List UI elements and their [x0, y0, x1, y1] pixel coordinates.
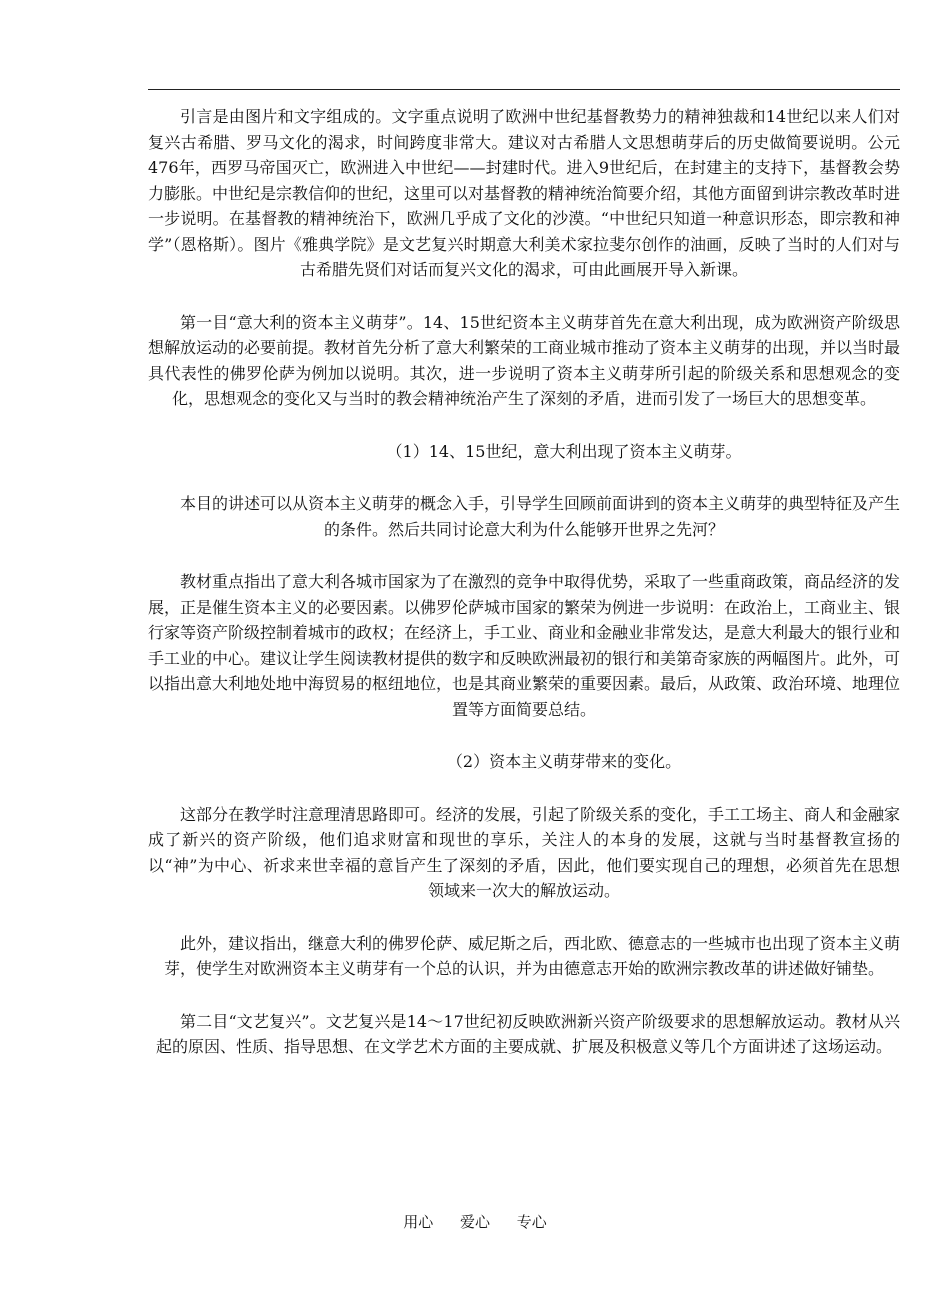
- paragraph-section-one: 第一目“意大利的资本主义萌芽”。14、15世纪资本主义萌芽首先在意大利出现，成为欧洲资产阶级思想解放运动的必要前提。教材首先分析了意大利繁荣的工商业城市推动了资本主义萌芽的出现，并以当时最具代表性的佛罗伦萨为例加以说明。其次，进一步说明了资本主义萌芽所引起的阶级关系和思想观念的变化，思想观念的变化又与当时的教会精神统治产生了深刻的矛盾，进而引发了一场巨大的思想变革。: [148, 312, 901, 408]
- paragraph-changes: 这部分在教学时注意理清思路即可。经济的发展，引起了阶级关系的变化，手工工场主、商人和金融家成了新兴的资产阶级，他们追求财富和现世的享乐，关注人的本身的发展，这就与当时基督教宣扬的以“神”为中心、祈求来世幸福的意旨产生了深刻的矛盾，因此，他们要实现自己的理想，必须首先在思想领域来一次大的解放运动。: [148, 804, 901, 900]
- subheading-two: （2）资本主义萌芽带来的变化。: [446, 752, 682, 771]
- paragraph-florence: 教材重点指出了意大利各城市国家为了在激烈的竞争中取得优势，采取了一些重商政策，商品经济的发展，正是催生资本主义的必要因素。以佛罗伦萨城市国家的繁荣为例进一步说明：在政治上，工商业主、银行家等资产阶级控制着城市的政权；在经济上，手工业、商业和金融业非常发达，是意大利最大的银行业和手工业的中心。建议让学生阅读教材提供的数字和反映欧洲最初的银行和美第奇家族的两幅图片。此外，可以指出意大利地处地中海贸易的枢纽地位，也是其商业繁荣的重要因素。最后，从政策、政治环境、地理位置等方面简要总结。: [148, 572, 901, 719]
- footer-item: 用心: [403, 1213, 434, 1231]
- footer-item: 爱心: [459, 1213, 490, 1231]
- footer-item: 专心: [516, 1213, 547, 1231]
- header-rule: [148, 89, 900, 90]
- paragraph-additional: 此外，建议指出，继意大利的佛罗伦萨、威尼斯之后，西北欧、德意志的一些城市也出现了资本主义萌芽，使学生对欧洲资本主义萌芽有一个总的认识，并为由德意志开始的欧洲宗教改革的讲述做好铺垫。: [163, 933, 901, 978]
- paragraph-concept: 本目的讲述可以从资本主义萌芽的概念入手，引导学生回顾前面讲到的资本主义萌芽的典型特征及产生的条件。然后共同讨论意大利为什么能够开世界之先河？: [180, 494, 901, 539]
- page-footer: [0, 1211, 950, 1232]
- paragraph-section-two: 第二目“文艺复兴”。文艺复兴是14～17世纪初反映欧洲新兴资产阶级要求的思想解放运动。教材从兴起的原因、性质、指导思想、在文学艺术方面的主要成就、扩展及积极意义等几个方面讲述了这场运动。: [155, 1011, 900, 1056]
- subheading-one: （1）14、15世纪，意大利出现了资本主义萌芽。: [386, 441, 742, 461]
- document-body: [148, 104, 900, 1087]
- paragraph-intro: 引言是由图片和文字组成的。文字重点说明了欧洲中世纪基督教势力的精神独裁和14世纪以来人们对复兴古希腊、罗马文化的渴求，时间跨度非常大。建议对古希腊人文思想萌芽后的历史做简要说明。公元476年，西罗马帝国灭亡，欧洲进入中世纪——封建时代。进入9世纪后，在封建主的支持下，基督教会势力膨胀。中世纪是宗教信仰的世纪，这里可以对基督教的精神统治简要介绍，其他方面留到讲宗教改革时进一步说明。在基督教的精神统治下，欧洲几乎成了文化的沙漠。“中世纪只知道一种意识形态，即宗教和神学”（恩格斯）。图片《雅典学院》是文艺复兴时期意大利美术家拉斐尔创作的油画，反映了当时的人们对与古希腊先贤们对话而复兴文化的渴求，可由此画展开导入新课。: [148, 107, 901, 279]
